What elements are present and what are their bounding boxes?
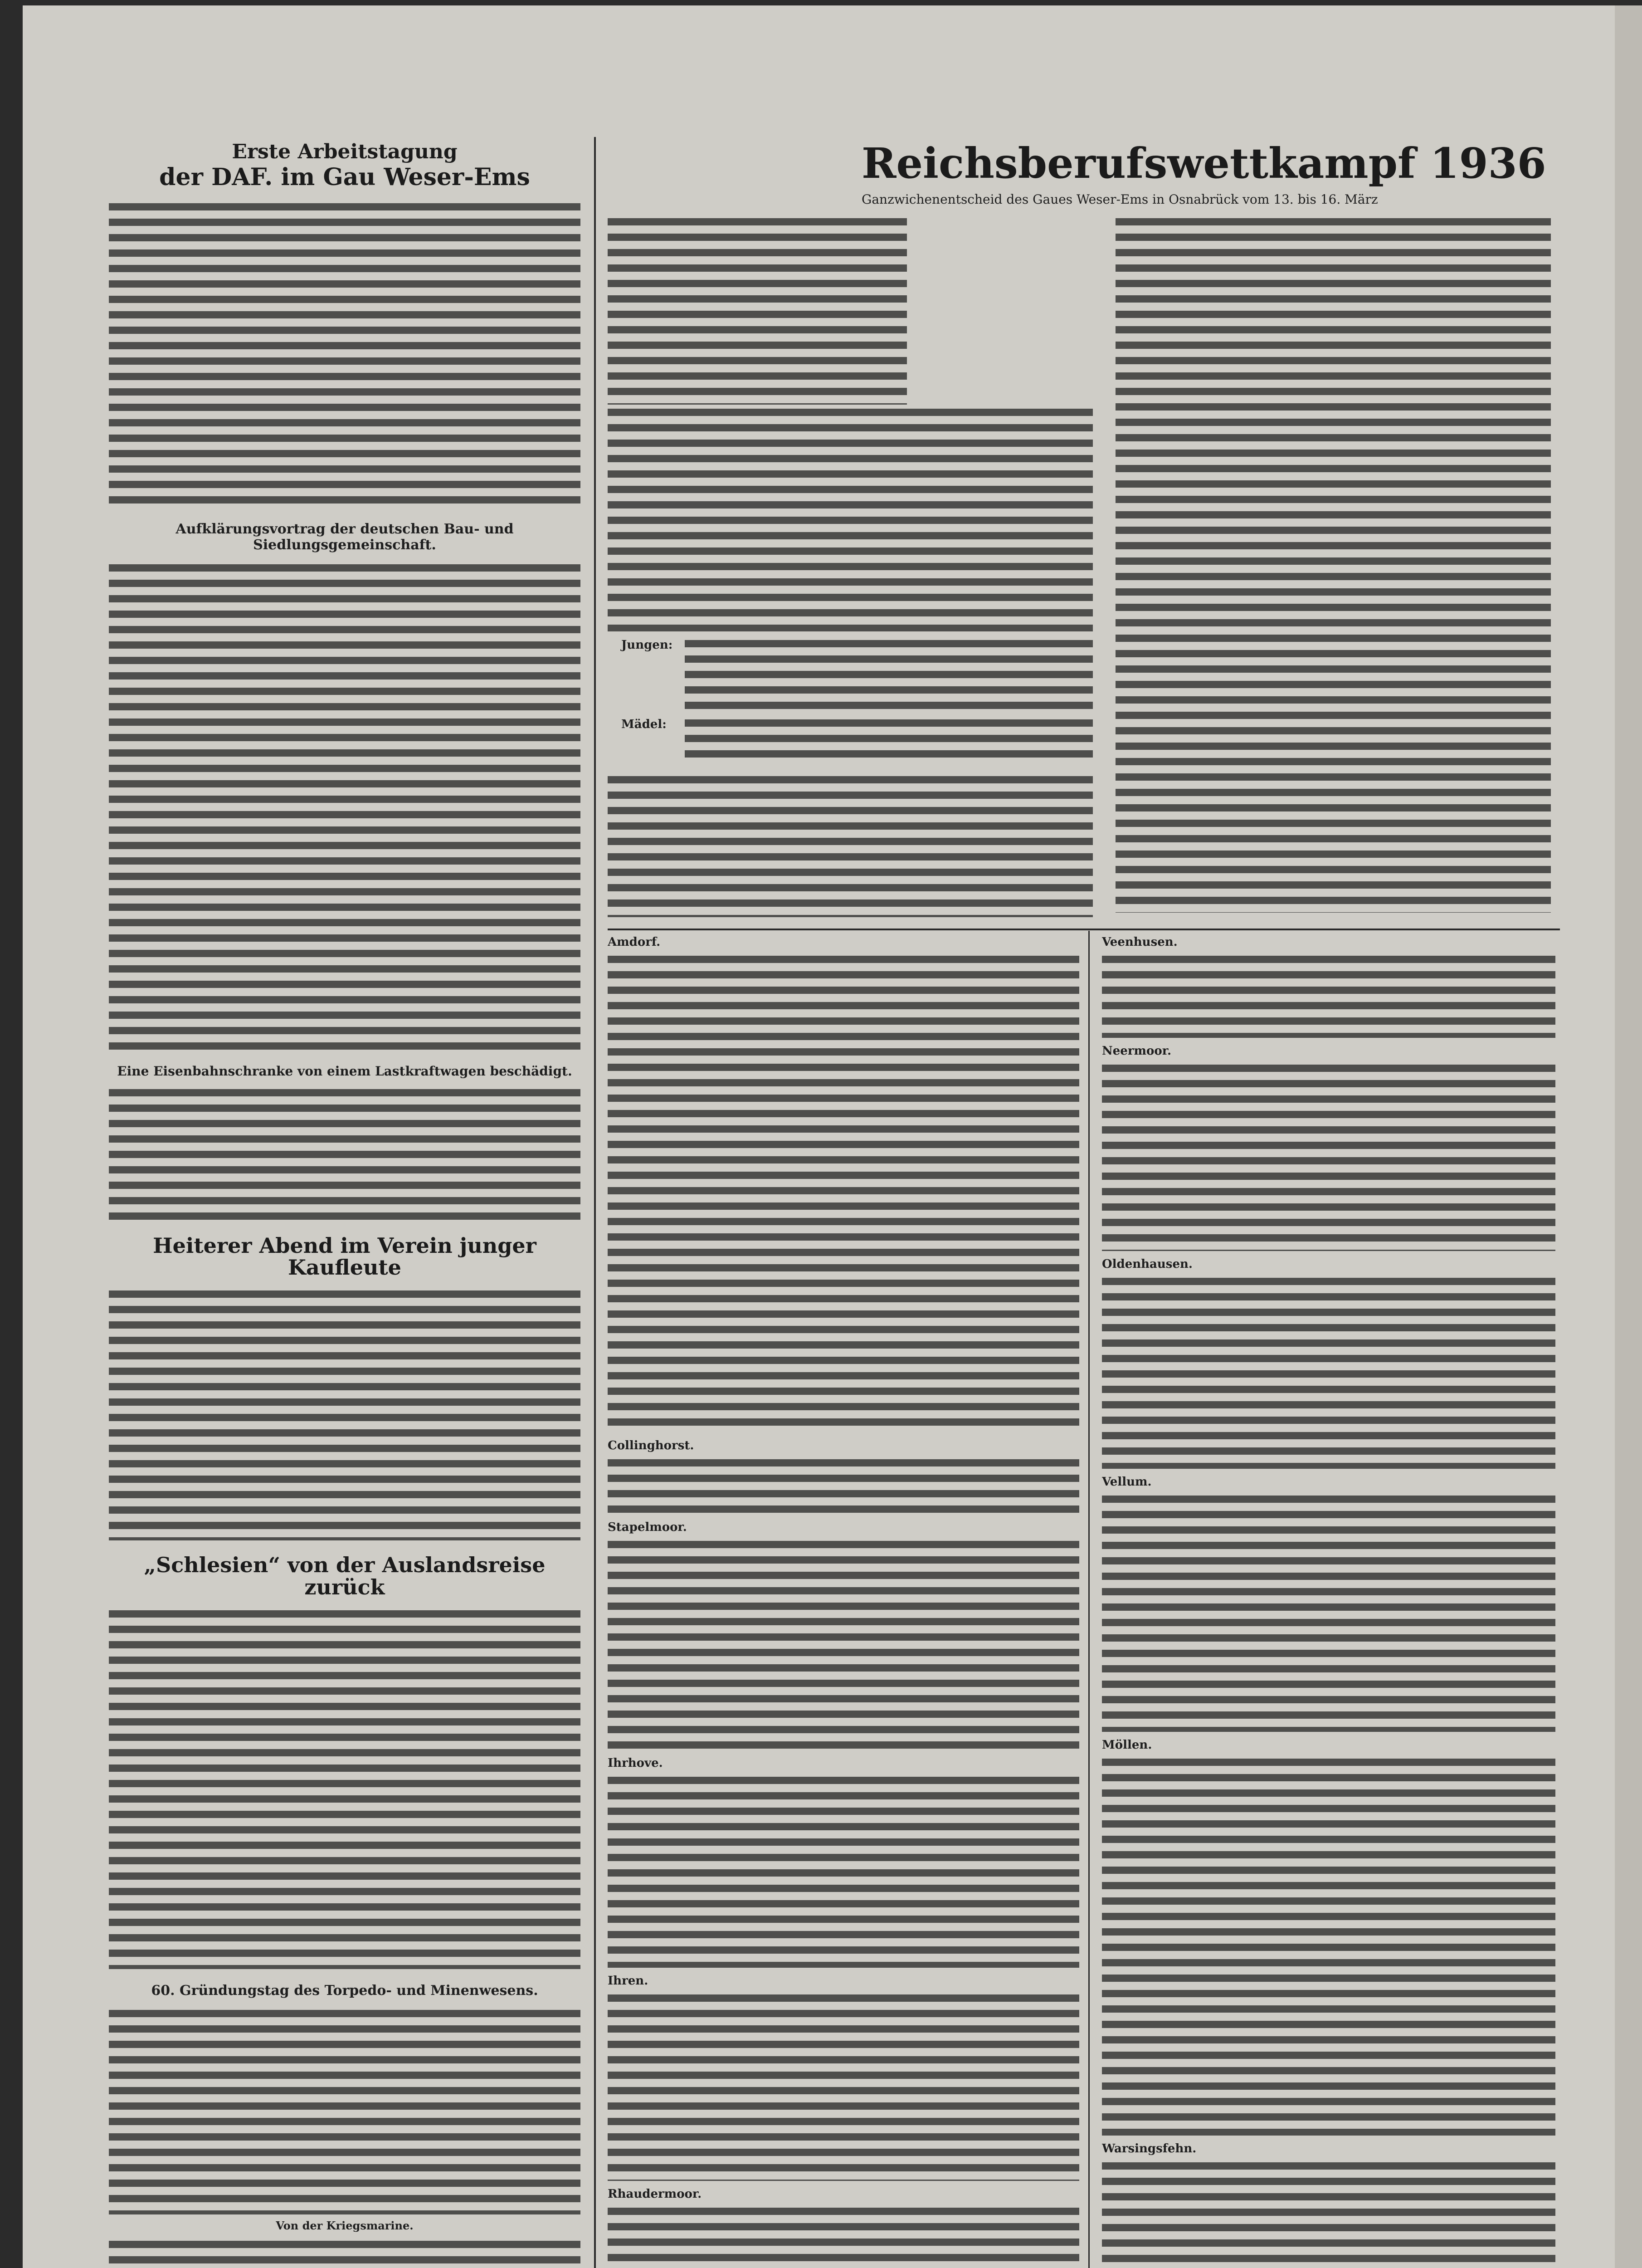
headline-arbeitstagung-line1: Erste Arbeitstagung <box>232 142 458 163</box>
article-col-1b <box>608 405 1093 631</box>
entry-head-amdorf: Amdorf. <box>608 935 661 949</box>
article-body <box>109 1286 580 1540</box>
column-rule-lower <box>1088 931 1090 2268</box>
local-entry-moellen <box>1102 1738 1555 2136</box>
article-body <box>1102 1274 1555 1469</box>
article-body <box>109 1606 580 1969</box>
local-entry-oldenhausen <box>1102 1257 1555 1469</box>
lower-right-column <box>1102 935 1555 2268</box>
entry-head-oldenhausen: Oldenhausen. <box>1102 1257 1193 1271</box>
local-entry-ihren <box>608 1974 1079 2181</box>
left-column <box>109 142 580 2268</box>
entry-head-moellen: Möllen. <box>1102 1738 1152 1752</box>
lower-middle-column <box>608 935 1079 2268</box>
article-body <box>109 2006 580 2214</box>
list-heading-jungen: Jungen: <box>621 638 673 652</box>
article-body <box>608 1537 1079 1750</box>
article-col-2 <box>1116 214 1551 913</box>
entry-head-vellum: Vellum. <box>1102 1475 1152 1489</box>
entry-head-ihrhove: Ihrhove. <box>608 1756 663 1770</box>
article-body <box>608 952 1079 1432</box>
headline-arbeitstagung-line2: der DAF. im Gau Weser-Ems <box>159 163 530 191</box>
reichsberufswettkampf-article <box>608 137 1555 926</box>
headline-eisenbahnschranke: Eine Eisenbahnschranke von einem Lastkraftwagen beschädigt. <box>117 1063 572 1079</box>
headline-heiterer-abend: Heiterer Abend im Verein junger Kaufleute <box>153 1233 536 1280</box>
local-entry-neermoor <box>1102 1044 1555 1251</box>
newspaper-page <box>23 5 1642 2268</box>
byline-kriegsmarine: Von der Kriegsmarine. <box>276 2219 414 2232</box>
headline-schlesien: „Schlesien“ von der Auslandsreise zurück <box>144 1553 546 1599</box>
article-eisenbahnschranke <box>109 1064 580 1221</box>
local-entry-amdorf <box>608 935 1079 1432</box>
article-body <box>608 1773 1079 1968</box>
local-entry-warsingsfehn <box>1102 2142 1555 2268</box>
article-heiterer-abend <box>109 1235 580 1541</box>
article-body <box>109 199 580 508</box>
headline-reichsberufswettkampf: Reichsberufswettkampf 1936 <box>862 139 1546 188</box>
local-entry-rhaudermoor <box>608 2187 1079 2268</box>
reichsberufswettkampf-body <box>608 214 1555 922</box>
local-entry-ihrhove <box>608 1756 1079 1968</box>
local-entry-collinghorst <box>608 1439 1079 1514</box>
article-aufklaerungsvortrag <box>109 521 580 1050</box>
local-entry-vellum <box>1102 1475 1555 1732</box>
article-body <box>109 560 580 1050</box>
headline-aufklaerungsvortrag: Aufklärungsvortrag der deutschen Bau- und Siedlungsgemeinschaft. <box>175 521 514 553</box>
entry-head-neermoor: Neermoor. <box>1102 1044 1172 1058</box>
article-body <box>608 2204 1079 2268</box>
column-rule <box>594 137 596 2268</box>
adjacent-page-edge <box>1615 5 1642 2268</box>
list-maedel <box>685 715 1093 765</box>
headline-torpedo: 60. Gründungstag des Torpedo- und Minenwesens. <box>151 1982 538 1999</box>
entry-head-warsingsfehn: Warsingsfehn. <box>1102 2142 1197 2156</box>
article-body <box>608 1990 1079 2181</box>
article-schlesien <box>109 1554 580 1969</box>
article-arbeitstagung <box>109 142 580 508</box>
article-col-1 <box>608 214 907 405</box>
article-col-1c <box>608 772 1093 917</box>
list-jungen <box>685 636 1093 713</box>
article-body <box>608 1455 1079 1514</box>
entry-head-stapelmoor: Stapelmoor. <box>608 1520 687 1534</box>
entry-head-collinghorst: Collinghorst. <box>608 1439 694 1452</box>
article-body <box>1102 952 1555 1038</box>
entry-head-ihren: Ihren. <box>608 1974 648 1988</box>
article-body <box>1102 2158 1555 2268</box>
article-body <box>109 2237 580 2268</box>
article-body <box>109 1085 580 1221</box>
article-torpedo <box>109 1983 580 2268</box>
article-body <box>1102 1061 1555 1251</box>
local-entry-stapelmoor <box>608 1520 1079 1750</box>
entry-head-rhaudermoor: Rhaudermoor. <box>608 2187 702 2201</box>
article-body <box>1102 1491 1555 1732</box>
subheadline-reichsberufswettkampf: Ganzwichenentscheid des Gaues Weser-Ems in Osnabrück vom 13. bis 16. März <box>862 191 1378 207</box>
list-heading-maedel: Mädel: <box>621 718 667 731</box>
entry-head-veenhusen: Veenhusen. <box>1102 935 1178 949</box>
article-body <box>1102 1755 1555 2136</box>
section-rule <box>608 929 1560 930</box>
local-entry-veenhusen <box>1102 935 1555 1038</box>
